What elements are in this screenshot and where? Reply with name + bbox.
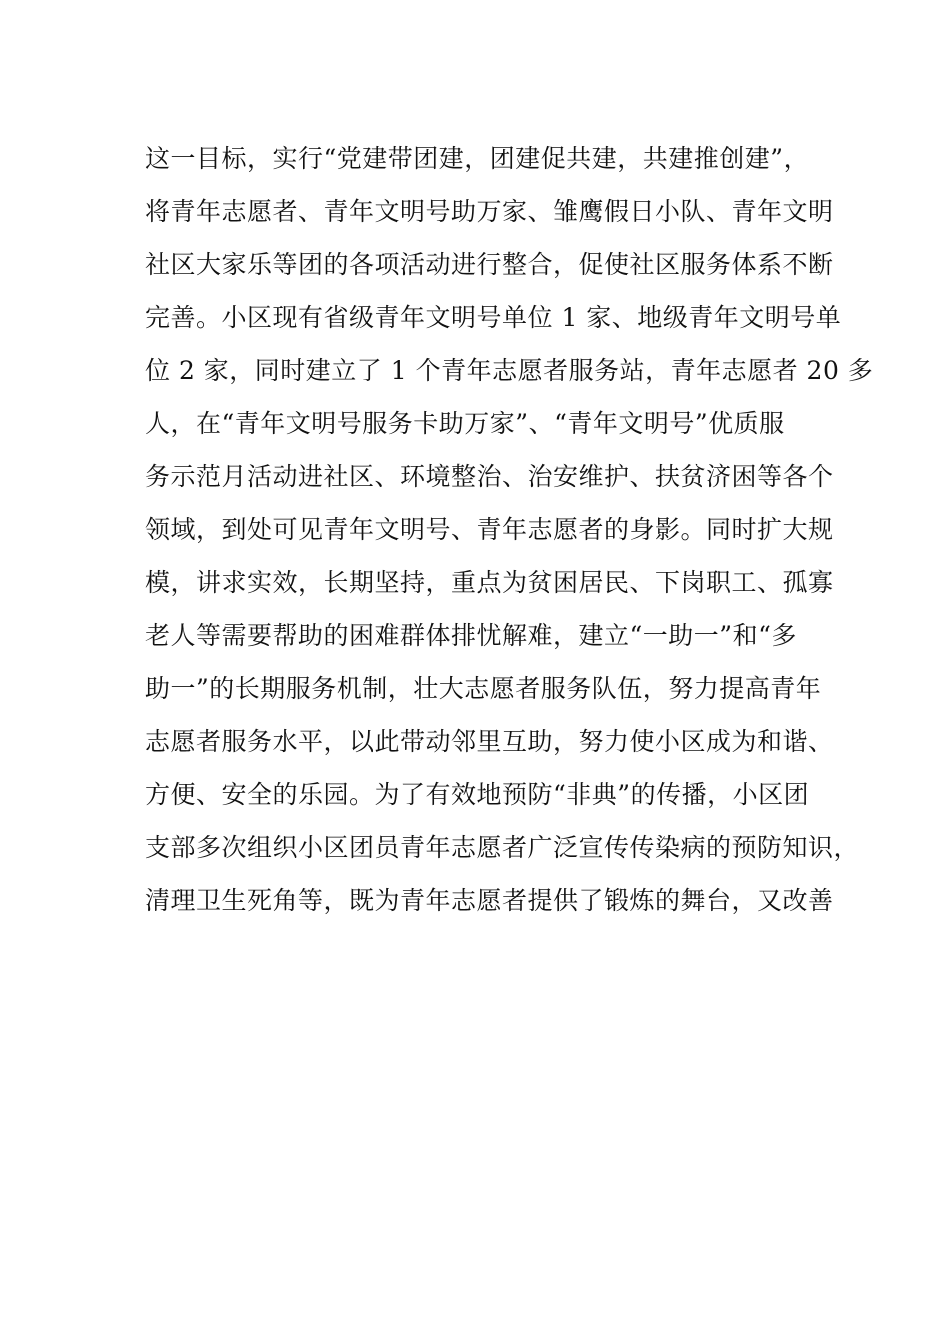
body-text: [145, 132, 874, 927]
text-line: 支部多次组织小区团员青年志愿者广泛宣传传染病的预防知识，: [145, 833, 860, 862]
text-line: 社区大家乐等团的各项活动进行整合，促使社区服务体系不断: [145, 250, 834, 279]
text-line: 模，讲求实效，长期坚持，重点为贫困居民、下岗职工、孤寡: [145, 568, 834, 597]
text-line: 方便、安全的乐园。为了有效地预防“非典”的传播，小区团: [145, 780, 810, 809]
text-line: 务示范月活动进社区、环境整治、治安维护、扶贫济困等各个: [145, 462, 834, 491]
text-line: 领域，到处可见青年文明号、青年志愿者的身影。同时扩大规: [145, 515, 834, 544]
text-line: 清理卫生死角等，既为青年志愿者提供了锻炼的舞台，又改善: [145, 886, 834, 915]
text-line: 人，在“青年文明号服务卡助万家”、“青年文明号”优质服: [145, 409, 785, 438]
text-line: 完善。小区现有省级青年文明号单位 1 家、地级青年文明号单: [145, 303, 842, 332]
text-line: 志愿者服务水平，以此带动邻里互助，努力使小区成为和谐、: [145, 727, 834, 756]
text-line: 这一目标，实行“党建带团建，团建促共建，共建推创建”，: [145, 144, 810, 173]
text-line: 位 2 家，同时建立了 1 个青年志愿者服务站，青年志愿者 20 多: [145, 356, 874, 385]
text-line: 老人等需要帮助的困难群体排忧解难，建立“一助一”和“多: [145, 621, 797, 650]
text-line: 将青年志愿者、青年文明号助万家、雏鹰假日小队、青年文明: [145, 197, 834, 226]
text-line: 助一”的长期服务机制，壮大志愿者服务队伍，努力提高青年: [145, 674, 822, 703]
